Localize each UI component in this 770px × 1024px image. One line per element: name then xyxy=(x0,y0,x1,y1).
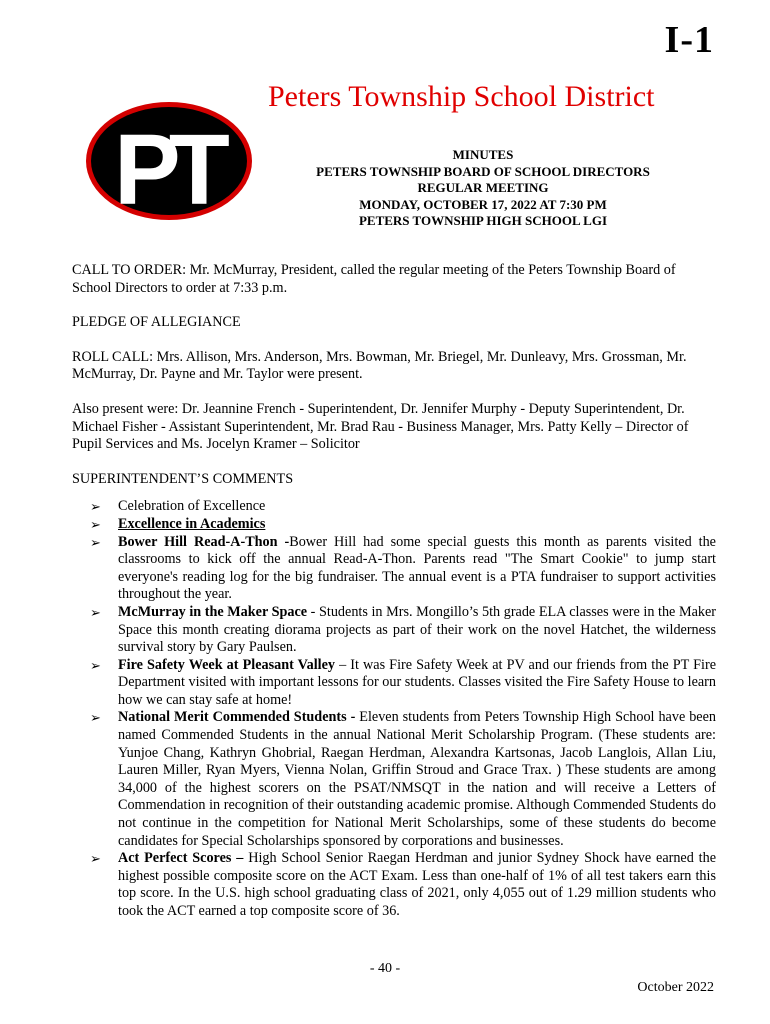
header-line-location: PETERS TOWNSHIP HIGH SCHOOL LGI xyxy=(358,213,608,228)
superintendent-comments-list xyxy=(72,498,716,920)
bullet-title: Act Perfect Scores – xyxy=(118,850,244,867)
call-to-order: CALL TO ORDER: Mr. McMurray, President, called the regular meeting of the Peters Township Board of School Directors to order at 7:33 p.m. xyxy=(72,262,676,296)
bullet-title: National Merit Commended Students - xyxy=(118,709,356,726)
bullet-title: McMurray in the Maker Space xyxy=(118,603,308,620)
arrow-bullet-icon: ➢ xyxy=(90,499,101,515)
bullet-title: Excellence in Academics xyxy=(118,515,266,532)
minutes-body xyxy=(72,262,716,921)
minutes-header xyxy=(260,147,706,230)
bullet-text: Eleven students from Peters Township High School have been named Commended Students in the annual National Merit Scholarship Program. (These students are: Yunjoe Chang, Kathryn Ghobrial, Raegan Herdman, Alexandra Kartsonas, Jacob Langlois, Allan Liu, Lauren Miller, Ryan Myers, Vienna Nolan, Griffin Stroud and Grace Trax. ) These students are among 34,000 of the highest scorers on the PSAT/NMSQT in the nation and will receive a Letters of Commendation in recognition of their outstanding academic promise. Although Commended Students do not continue in the competition for National Merit Scholarships, some of these students do become candidates for Special Scholarships sponsored by corporations and businesses. xyxy=(118,709,716,849)
arrow-bullet-icon: ➢ xyxy=(90,657,101,673)
arrow-bullet-icon: ➢ xyxy=(90,516,101,532)
list-item xyxy=(72,850,716,920)
list-item xyxy=(72,657,716,710)
list-item xyxy=(72,498,716,516)
arrow-bullet-icon: ➢ xyxy=(90,710,101,726)
bullet-text: High School Senior Raegan Herdman and junior Sydney Shock have earned the highest possible composite score on the ACT Exam. Less than one-half of 1% of all test takers earn this top score. In the U.S. high school graduating class of 2021, only 4,055 out of 1.29 million students who took the ACT earned a top composite score of 36. xyxy=(118,850,717,919)
arrow-bullet-icon: ➢ xyxy=(90,534,101,550)
bullet-text: - Students in Mrs. Mongillo’s 5th grade ELA classes were in the Maker Space this month creating diorama projects as part of their work on the novel Hatchet, the wilderness survival story by Gary Paulsen. xyxy=(118,603,716,656)
header-line-meeting-type: REGULAR MEETING xyxy=(417,180,549,195)
list-item xyxy=(72,516,716,534)
also-present: Also present were: Dr. Jeannine French - Superintendent, Dr. Jennifer Murphy - Deputy Superintendent, Dr. Michael Fisher - Assistant Superintendent, Mr. Brad Rau - Business Manager, Mrs. Patty Kelly – Director of Pupil Services and Ms. Jocelyn Kramer – Solicitor xyxy=(72,400,689,453)
district-logo xyxy=(84,100,254,222)
bullet-text: Bower Hill had some special guests this month as parents visited the classrooms to kick off the annual Read-A-Thon. Parents read "The Smart Cookie" to jump start everyone's reading log for the big fundraiser. The annual event is a PTA fundraiser to support activities throughout the year. xyxy=(118,533,716,603)
svg-text:PT: PT xyxy=(114,114,218,222)
header-line-date: MONDAY, OCTOBER 17, 2022 AT 7:30 PM xyxy=(359,196,607,212)
bullet-title: Bower Hill Read-A-Thon - xyxy=(118,533,290,550)
arrow-bullet-icon: ➢ xyxy=(90,851,101,867)
bullet-title: Fire Safety Week at Pleasant Valley xyxy=(118,656,335,673)
list-item xyxy=(72,534,716,604)
roll-call: ROLL CALL: Mrs. Allison, Mrs. Anderson, Mrs. Bowman, Mr. Briegel, Mr. Dunleavy, Mrs. Grossman, Mr. McMurray, Dr. Payne and Mr. Taylor were present. xyxy=(72,348,687,383)
page-number: - 40 - xyxy=(369,961,401,976)
bullet-text: Celebration of Excellence xyxy=(118,498,266,515)
footer-date: October 2022 xyxy=(637,980,714,995)
arrow-bullet-icon: ➢ xyxy=(90,604,101,620)
page-identifier: I-1 xyxy=(664,19,714,61)
header-line-board: PETERS TOWNSHIP BOARD OF SCHOOL DIRECTORS xyxy=(316,163,650,179)
district-name: Peters Township School District xyxy=(268,80,655,113)
list-item xyxy=(72,604,716,657)
superintendent-heading: SUPERINTENDENT’S COMMENTS xyxy=(72,470,294,487)
bullet-text: – It was Fire Safety Week at PV and our friends from the PT Fire Department visited with important lessons for our students. Classes visited the Fire Safety House to learn how we can stay safe at home! xyxy=(118,656,716,708)
header-line-minutes: MINUTES xyxy=(452,147,514,162)
list-item xyxy=(72,709,716,850)
pledge-of-allegiance: PLEDGE OF ALLEGIANCE xyxy=(72,314,241,331)
